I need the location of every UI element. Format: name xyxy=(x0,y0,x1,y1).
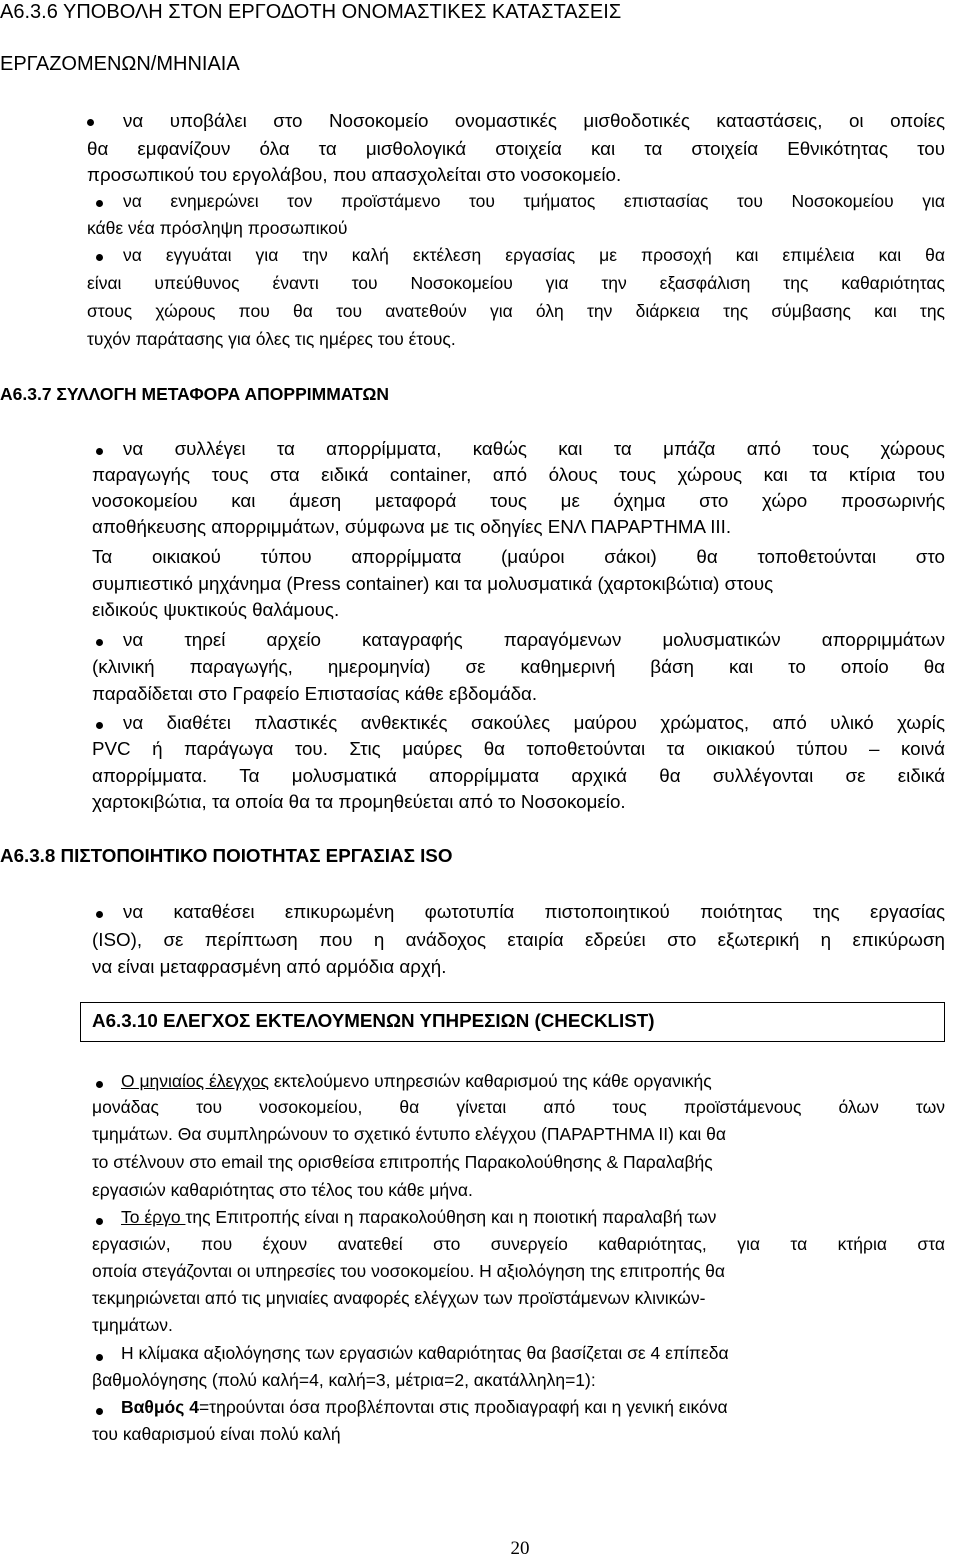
paragraph-line: τμημάτων. Θα συμπληρώνουν το σχετικό έντυπο ελέγχου (ΠΑΡΑΡΤΗΜΑ ΙΙ) και θα xyxy=(92,1124,727,1144)
paragraph-line: Η κλίμακα αξιολόγησης των εργασιών καθαριότητας θα βασίζεται σε 4 επίπεδα xyxy=(121,1343,729,1363)
paragraph-line: τεκμηριώνεται από τις μηνιαίες αναφορές ελέγχων των προϊστάμενων κλινικών- xyxy=(92,1288,706,1308)
paragraph-line: συμπιεστικό μηχάνημα (Press container) και τα μολυσματικά (χαρτοκιβώτια) στους xyxy=(92,573,774,594)
paragraph-line: αποθήκευσης απορριμμάτων, σύμφωνα με τις οδηγίες ΕΝΛ ΠΑΡΑΡΤΗΜΑ ΙΙΙ. xyxy=(92,516,732,537)
bullet-icon xyxy=(96,1408,103,1415)
paragraph-line: PVC ή παράγωγα του. Στις μαύρες θα τοποθετούνται τα οικιακού τύπου – κοινά xyxy=(92,738,945,759)
paragraph-line: οποία στεγάζονται οι υπηρεσίες του νοσοκομείου. Η αξιολόγηση της επιτροπής θα xyxy=(92,1261,726,1281)
bold-lead: Βαθμός 4 xyxy=(121,1397,199,1417)
paragraph-line: να εγγυάται για την καλή εκτέλεση εργασίας με προσοχή και επιμέλεια και θα xyxy=(123,245,945,265)
section-heading: Α6.3.7 ΣΥΛΛΟΓΗ ΜΕΤΑΦΟΡΑ ΑΠΟΡΡΙΜΜΑΤΩΝ xyxy=(0,384,389,404)
bullet-icon xyxy=(96,254,103,261)
paragraph-text: της Επιτροπής είναι η παρακολούθηση και η ποιοτική παραλαβή των xyxy=(185,1207,717,1227)
paragraph-line xyxy=(121,1071,712,1092)
bullet-icon xyxy=(96,1218,103,1225)
bullet-icon xyxy=(96,911,103,918)
page-number: 20 xyxy=(510,1538,530,1559)
paragraph-text: εκτελούμενο υπηρεσιών καθαρισμού της κάθε οργανικής xyxy=(268,1071,712,1091)
paragraph-line: νοσοκομείου και άμεση μεταφορά τους με όχημα στο χώρο προσωρινής xyxy=(92,490,945,511)
bullet-icon xyxy=(96,448,103,455)
paragraph-line: τμημάτων. xyxy=(92,1315,173,1335)
paragraph-line: να διαθέτει πλαστικές ανθεκτικές σακούλες μαύρου χρώματος, από υλικό χωρίς xyxy=(123,712,945,733)
section-heading: Α6.3.10 ΕΛΕΓΧΟΣ ΕΚΤΕΛΟΥΜΕΝΩΝ ΥΠΗΡΕΣΙΩΝ (CHECKLIST) xyxy=(92,1010,655,1031)
paragraph-text: =τηρούνται όσα προβλέπονται στις προδιαγραφή και η γενική εικόνα xyxy=(198,1397,728,1417)
paragraph-line: στους χώρους που θα του ανατεθούν για όλη την διάρκεια της σύμβασης και της xyxy=(87,301,945,321)
paragraph-line: εργασιών, που έχουν ανατεθεί στο συνεργείο καθαριότητας, για τα κτήρια στα xyxy=(92,1234,945,1254)
paragraph-line: να τηρεί αρχείο καταγραφής παραγόμενων μολυσματικών απορριμμάτων xyxy=(123,629,945,650)
paragraph-line: (κλινική παραγωγής, ημερομηνία) σε καθημερινή βάση και το οποίο θα xyxy=(92,656,945,677)
paragraph-line: να καταθέσει επικυρωμένη φωτοτυπία πιστοποιητικού ποιότητας της εργασίας xyxy=(123,901,945,922)
paragraph-line xyxy=(121,1397,728,1418)
bullet-icon xyxy=(96,639,103,646)
paragraph-line: μονάδας του νοσοκομείου, θα γίνεται από τους προϊστάμενους όλων των xyxy=(92,1097,945,1117)
paragraph-line: (ISO), σε περίπτωση που η ανάδοχος εταιρία εδρεύει στο εξωτερική η επικύρωση xyxy=(92,929,945,950)
paragraph-line: βαθμολόγησης (πολύ καλή=4, καλή=3, μέτρια=2, ακατάλληλη=1): xyxy=(92,1370,596,1390)
paragraph-line: θα εμφανίζουν όλα τα μισθολογικά στοιχεία και τα στοιχεία Εθνικότητας του xyxy=(87,138,945,159)
paragraph-line: εργασιών καθαριότητας στο τέλος του κάθε μήνα. xyxy=(92,1180,473,1200)
paragraph-line: τυχόν παράτασης για όλες τις ημέρες του έτους. xyxy=(87,329,456,349)
paragraph-line: να υποβάλει στο Νοσοκομείο ονομαστικές μισθοδοτικές καταστάσεις, οι οποίες xyxy=(123,110,945,131)
paragraph-line: να συλλέγει τα απορρίμματα, καθώς και τα μπάζα από τους χώρους xyxy=(123,438,945,459)
paragraph-line: παραγωγής τους στα ειδικά container, από όλους τους χώρους και τα κτίρια του xyxy=(92,464,945,485)
paragraph-line: ειδικούς ψυκτικούς θαλάμους. xyxy=(92,599,340,620)
section-heading-continued: ΕΡΓΑΖΟΜΕΝΩΝ/ΜΗΝΙΑΙΑ xyxy=(0,53,240,75)
paragraph-line: προσωπικού του εργολάβου, που απασχολείται στο νοσοκομείο. xyxy=(87,164,622,185)
bullet-icon xyxy=(96,1081,103,1088)
bullet-icon xyxy=(96,200,103,207)
paragraph-line: Τα οικιακού τύπου απορρίμματα (μαύροι σάκοι) θα τοποθετούνται στο xyxy=(92,546,945,567)
underlined-lead: Το έργο xyxy=(121,1207,186,1227)
paragraph-line: να είναι μεταφρασμένη από αρμόδια αρχή. xyxy=(92,956,447,977)
paragraph-line: του καθαρισμού είναι πολύ καλή xyxy=(92,1424,341,1444)
section-heading: Α6.3.8 ΠΙΣΤΟΠΟΙΗΤΙΚΟ ΠΟΙΟΤΗΤΑΣ ΕΡΓΑΣΙΑΣ ISO xyxy=(0,845,453,866)
paragraph-line: να ενημερώνει τον προϊστάμενο του τμήματος επιστασίας του Νοσοκομείου για xyxy=(123,191,945,211)
bullet-icon xyxy=(87,119,94,126)
paragraph-line: είναι υπεύθυνος έναντι του Νοσοκομείου για την εξασφάλιση της καθαριότητας xyxy=(87,273,945,293)
paragraph-line: παραδίδεται στο Γραφείο Επιστασίας κάθε εβδομάδα. xyxy=(92,683,538,704)
paragraph-line: το στέλνουν στο email της ορισθείσα επιτροπής Παρακολούθησης & Παραλαβής xyxy=(92,1152,713,1172)
paragraph-line: κάθε νέα πρόσληψη προσωπικού xyxy=(87,218,348,238)
paragraph-line: χαρτοκιβώτια, τα οποία θα τα προμηθεύεται από το Νοσοκομείο. xyxy=(92,791,626,812)
bullet-icon xyxy=(96,722,103,729)
bullet-icon xyxy=(96,1354,103,1361)
underlined-lead: Ο μηνιαίος έλεγχος xyxy=(121,1071,269,1091)
section-heading: Α6.3.6 ΥΠΟΒΟΛΗ ΣΤΟΝ ΕΡΓΟΔΟΤΗ ΟΝΟΜΑΣΤΙΚΕΣ ΚΑΤΑΣΤΑΣΕΙΣ xyxy=(0,1,622,23)
paragraph-line xyxy=(121,1207,716,1228)
paragraph-line: απορρίμματα. Τα μολυσματικά απορρίμματα αρχικά θα συλλέγονται σε ειδικά xyxy=(92,765,945,786)
